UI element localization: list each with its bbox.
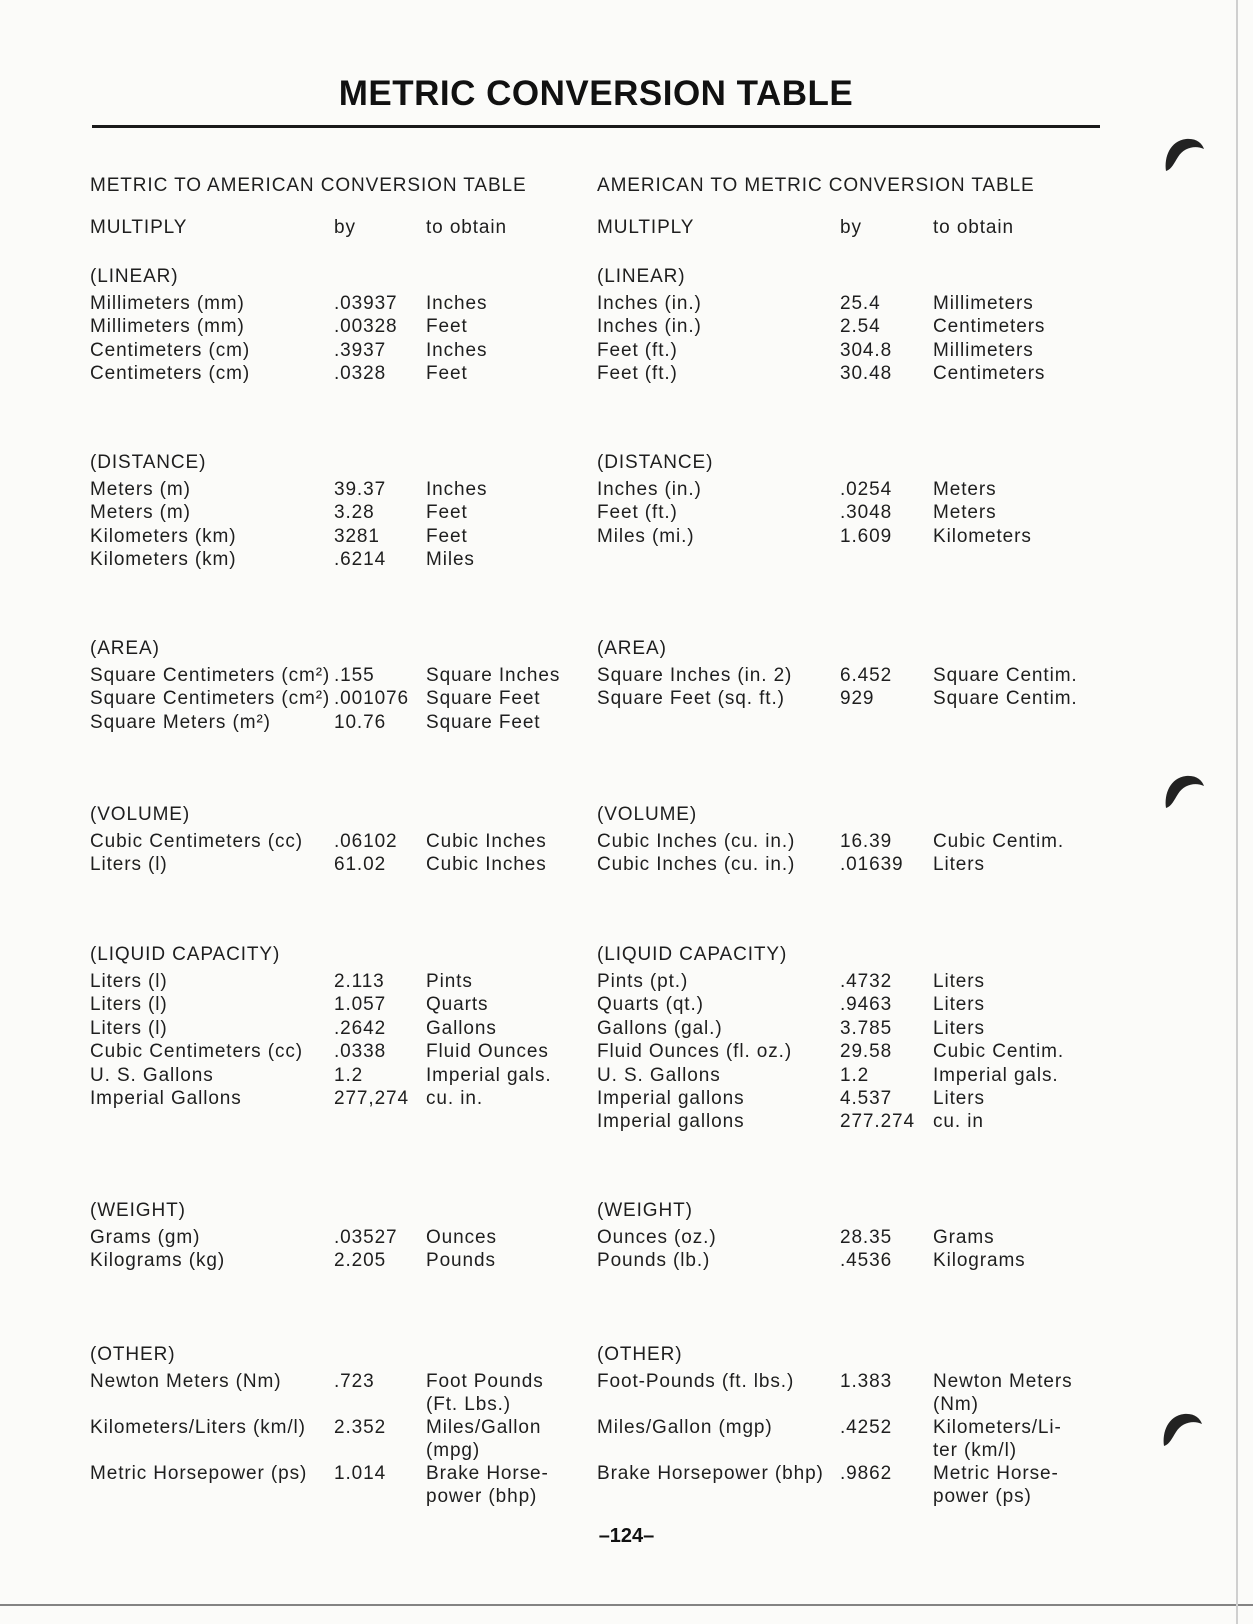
unit-cell: Imperial Gallons bbox=[90, 1087, 242, 1109]
result-cell: Liters bbox=[933, 971, 985, 992]
conversion-row bbox=[90, 1087, 570, 1110]
unit-cell: Kilometers (km) bbox=[90, 549, 237, 571]
conversion-row bbox=[90, 501, 570, 524]
result-cell: Feet bbox=[426, 316, 468, 338]
result-cell: Square Centim. bbox=[933, 688, 1078, 710]
factor-cell: .9463 bbox=[840, 994, 893, 1016]
conversion-row bbox=[597, 1017, 1077, 1040]
conversion-row bbox=[90, 1416, 570, 1462]
result-cell: Liters bbox=[933, 1017, 985, 1039]
unit-cell: Liters (l) bbox=[90, 994, 168, 1016]
conversion-row bbox=[90, 970, 570, 993]
factor-cell: .001076 bbox=[334, 688, 409, 710]
unit-cell: Meters (m) bbox=[90, 479, 191, 500]
column-headers bbox=[597, 214, 1077, 242]
conversion-section bbox=[597, 448, 1077, 548]
factor-cell: 39.37 bbox=[334, 479, 387, 500]
factor-cell: .723 bbox=[334, 1371, 375, 1392]
conversion-row bbox=[90, 711, 570, 734]
section-title: (WEIGHT) bbox=[90, 1200, 186, 1221]
result-cell: Imperial gals. bbox=[426, 1064, 552, 1086]
result-cell: Kilograms bbox=[933, 1250, 1026, 1272]
unit-cell: Newton Meters (Nm) bbox=[90, 1371, 282, 1392]
factor-cell: .0338 bbox=[334, 1041, 387, 1063]
conversion-row bbox=[597, 1087, 1077, 1110]
factor-cell: 3281 bbox=[334, 525, 380, 547]
conversion-row bbox=[90, 830, 570, 853]
factor-cell: 16.39 bbox=[840, 831, 893, 852]
unit-cell: Imperial gallons bbox=[597, 1087, 745, 1109]
result-cell: Square Feet bbox=[426, 711, 541, 733]
unit-cell: Meters (m) bbox=[90, 502, 191, 524]
unit-cell: Centimeters (cm) bbox=[90, 339, 251, 361]
factor-cell: 304.8 bbox=[840, 339, 893, 361]
unit-cell: Kilograms (kg) bbox=[90, 1250, 226, 1272]
conversion-section bbox=[90, 800, 570, 877]
factor-cell: 1.609 bbox=[840, 525, 893, 547]
unit-cell: Grams (gm) bbox=[90, 1227, 201, 1248]
factor-cell: .4252 bbox=[840, 1417, 893, 1438]
conversion-section bbox=[90, 1196, 570, 1273]
unit-cell: Square Centimeters (cm²) bbox=[90, 665, 331, 686]
column-header-multiply: MULTIPLY bbox=[597, 217, 695, 238]
conversion-row bbox=[597, 478, 1077, 501]
column-headers bbox=[90, 214, 570, 242]
result-cell: Square Centim. bbox=[933, 665, 1078, 686]
conversion-row bbox=[597, 853, 1077, 876]
metric-to-american-table bbox=[90, 172, 570, 1507]
section-title: (VOLUME) bbox=[597, 804, 698, 825]
conversion-row bbox=[90, 1370, 570, 1416]
result-cell: Foot Pounds (Ft. Lbs.) bbox=[426, 1371, 544, 1415]
factor-cell: 1.057 bbox=[334, 994, 387, 1016]
factor-cell: 277.274 bbox=[840, 1111, 915, 1133]
conversion-row bbox=[90, 292, 570, 315]
conversion-section bbox=[597, 634, 1077, 711]
conversion-row bbox=[597, 1462, 1077, 1508]
result-cell: Liters bbox=[933, 854, 985, 876]
unit-cell: U. S. Gallons bbox=[597, 1064, 721, 1086]
conversion-row bbox=[597, 970, 1077, 993]
result-cell: Metric Horse-power (ps) bbox=[933, 1463, 1059, 1507]
factor-cell: .01639 bbox=[840, 854, 904, 876]
unit-cell: Metric Horsepower (ps) bbox=[90, 1463, 308, 1484]
unit-cell: Imperial gallons bbox=[597, 1111, 745, 1133]
factor-cell: .0328 bbox=[334, 363, 387, 385]
conversion-section bbox=[597, 1196, 1077, 1273]
factor-cell: .9862 bbox=[840, 1463, 893, 1484]
unit-cell: Square Inches (in. 2) bbox=[597, 665, 793, 686]
result-cell: Meters bbox=[933, 479, 997, 500]
factor-cell: .4536 bbox=[840, 1250, 893, 1272]
section-title: (LIQUID CAPACITY) bbox=[597, 944, 788, 965]
result-cell: Fluid Ounces bbox=[426, 1041, 549, 1063]
conversion-row bbox=[597, 501, 1077, 524]
factor-cell: 4.537 bbox=[840, 1087, 893, 1109]
result-cell: Cubic Inches bbox=[426, 831, 547, 852]
result-cell: Centimeters bbox=[933, 363, 1046, 385]
conversion-row bbox=[597, 830, 1077, 853]
factor-cell: .06102 bbox=[334, 831, 398, 852]
conversion-row bbox=[90, 687, 570, 710]
unit-cell: Quarts (qt.) bbox=[597, 994, 704, 1016]
factor-cell: 1.383 bbox=[840, 1371, 893, 1392]
conversion-row bbox=[90, 853, 570, 876]
section-title: (AREA) bbox=[597, 638, 667, 659]
result-cell: Millimeters bbox=[933, 293, 1034, 314]
conversion-row bbox=[90, 1249, 570, 1272]
conversion-row bbox=[597, 1370, 1077, 1416]
section-title: (DISTANCE) bbox=[597, 452, 714, 473]
result-cell: Kilometers bbox=[933, 525, 1032, 547]
conversion-section bbox=[90, 262, 570, 386]
conversion-row bbox=[597, 1249, 1077, 1272]
factor-cell: .155 bbox=[334, 665, 375, 686]
factor-cell: 1.2 bbox=[840, 1064, 870, 1086]
table-heading: METRIC TO AMERICAN CONVERSION TABLE bbox=[90, 175, 527, 196]
conversion-row bbox=[597, 1110, 1077, 1133]
factor-cell: 61.02 bbox=[334, 854, 387, 876]
column-header-by: by bbox=[840, 217, 862, 238]
section-title: (VOLUME) bbox=[90, 804, 191, 825]
section-title: (OTHER) bbox=[90, 1344, 176, 1365]
result-cell: Quarts bbox=[426, 994, 489, 1016]
result-cell: Brake Horse-power (bhp) bbox=[426, 1463, 549, 1507]
unit-cell: Centimeters (cm) bbox=[90, 363, 251, 385]
conversion-row bbox=[597, 1064, 1077, 1087]
conversion-row bbox=[90, 1064, 570, 1087]
result-cell: Feet bbox=[426, 525, 468, 547]
conversion-row bbox=[90, 1462, 570, 1508]
factor-cell: 2.113 bbox=[334, 971, 385, 992]
unit-cell: Feet (ft.) bbox=[597, 363, 678, 385]
unit-cell: U. S. Gallons bbox=[90, 1064, 214, 1086]
page-title: METRIC CONVERSION TABLE bbox=[338, 74, 854, 113]
conversion-row bbox=[90, 315, 570, 338]
unit-cell: Cubic Centimeters (cc) bbox=[90, 1041, 304, 1063]
result-cell: Pints bbox=[426, 971, 473, 992]
unit-cell: Millimeters (mm) bbox=[90, 293, 245, 314]
conversion-row bbox=[597, 339, 1077, 362]
factor-cell: .2642 bbox=[334, 1017, 387, 1039]
unit-cell: Miles (mi.) bbox=[597, 525, 695, 547]
unit-cell: Inches (in.) bbox=[597, 479, 702, 500]
unit-cell: Pints (pt.) bbox=[597, 971, 689, 992]
conversion-section bbox=[90, 940, 570, 1110]
result-cell: Centimeters bbox=[933, 316, 1046, 338]
conversion-section bbox=[597, 1340, 1077, 1508]
section-title: (LINEAR) bbox=[90, 266, 179, 287]
conversion-section bbox=[90, 448, 570, 572]
result-cell: Kilometers/Li-ter (km/l) bbox=[933, 1417, 1062, 1461]
result-cell: Meters bbox=[933, 502, 997, 524]
factor-cell: 929 bbox=[840, 688, 875, 710]
unit-cell: Square Meters (m²) bbox=[90, 711, 271, 733]
conversion-section bbox=[597, 800, 1077, 877]
result-cell: Ounces bbox=[426, 1227, 497, 1248]
section-title: (WEIGHT) bbox=[597, 1200, 693, 1221]
unit-cell: Millimeters (mm) bbox=[90, 316, 245, 338]
conversion-row bbox=[90, 362, 570, 385]
conversion-row bbox=[90, 339, 570, 362]
result-cell: Grams bbox=[933, 1227, 995, 1248]
factor-cell: 30.48 bbox=[840, 363, 893, 385]
unit-cell: Kilometers/Liters (km/l) bbox=[90, 1417, 306, 1438]
result-cell: Inches bbox=[426, 479, 488, 500]
result-cell: Gallons bbox=[426, 1017, 497, 1039]
result-cell: Liters bbox=[933, 994, 985, 1016]
unit-cell: Cubic Inches (cu. in.) bbox=[597, 831, 796, 852]
factor-cell: 277,274 bbox=[334, 1087, 409, 1109]
factor-cell: 3.28 bbox=[334, 502, 375, 524]
conversion-row bbox=[597, 687, 1077, 710]
unit-cell: Kilometers (km) bbox=[90, 525, 237, 547]
unit-cell: Feet (ft.) bbox=[597, 339, 678, 361]
column-header-multiply: MULTIPLY bbox=[90, 217, 188, 238]
unit-cell: Liters (l) bbox=[90, 1017, 168, 1039]
conversion-section bbox=[90, 634, 570, 734]
title-underline bbox=[92, 125, 1100, 128]
conversion-row bbox=[597, 1040, 1077, 1063]
unit-cell: Fluid Ounces (fl. oz.) bbox=[597, 1041, 793, 1063]
unit-cell: Inches (in.) bbox=[597, 316, 702, 338]
section-title: (DISTANCE) bbox=[90, 452, 207, 473]
conversion-row bbox=[90, 1017, 570, 1040]
unit-cell: Cubic Centimeters (cc) bbox=[90, 831, 304, 852]
conversion-row bbox=[597, 362, 1077, 385]
result-cell: Square Feet bbox=[426, 688, 541, 710]
result-cell: cu. in bbox=[933, 1111, 984, 1133]
bottom-edge bbox=[0, 1604, 1253, 1606]
unit-cell: Pounds (lb.) bbox=[597, 1250, 711, 1272]
unit-cell: Square Feet (sq. ft.) bbox=[597, 688, 785, 710]
conversion-row bbox=[90, 525, 570, 548]
result-cell: Cubic Inches bbox=[426, 854, 547, 876]
unit-cell: Foot-Pounds (ft. lbs.) bbox=[597, 1371, 795, 1392]
result-cell: Liters bbox=[933, 1087, 985, 1109]
conversion-section bbox=[90, 1340, 570, 1508]
conversion-row bbox=[90, 664, 570, 687]
result-cell: Miles/Gallon (mpg) bbox=[426, 1417, 542, 1461]
conversion-row bbox=[597, 993, 1077, 1016]
unit-cell: Feet (ft.) bbox=[597, 502, 678, 524]
result-cell: Pounds bbox=[426, 1250, 496, 1272]
factor-cell: 3.785 bbox=[840, 1017, 893, 1039]
factor-cell: 2.205 bbox=[334, 1250, 387, 1272]
conversion-row bbox=[90, 993, 570, 1016]
result-cell: cu. in. bbox=[426, 1087, 483, 1109]
unit-cell: Gallons (gal.) bbox=[597, 1017, 723, 1039]
factor-cell: .0254 bbox=[840, 479, 893, 500]
conversion-row bbox=[597, 292, 1077, 315]
result-cell: Inches bbox=[426, 293, 488, 314]
factor-cell: 10.76 bbox=[334, 711, 387, 733]
conversion-row bbox=[90, 548, 570, 571]
result-cell: Newton Meters (Nm) bbox=[933, 1371, 1073, 1415]
factor-cell: 6.452 bbox=[840, 665, 893, 686]
conversion-row bbox=[90, 1040, 570, 1063]
unit-cell: Liters (l) bbox=[90, 854, 168, 876]
binder-hole-middle bbox=[1160, 772, 1206, 812]
factor-cell: 2.352 bbox=[334, 1417, 387, 1438]
column-header-to-obtain: to obtain bbox=[426, 217, 507, 238]
factor-cell: 1.014 bbox=[334, 1463, 387, 1484]
american-to-metric-table bbox=[597, 172, 1078, 1507]
unit-cell: Liters (l) bbox=[90, 971, 168, 992]
page-edge bbox=[1236, 0, 1238, 1624]
result-cell: Square Inches bbox=[426, 665, 561, 686]
section-title: (OTHER) bbox=[597, 1344, 683, 1365]
factor-cell: .03527 bbox=[334, 1227, 398, 1248]
conversion-row bbox=[597, 315, 1077, 338]
column-header-by: by bbox=[334, 217, 356, 238]
factor-cell: .00328 bbox=[334, 316, 398, 338]
conversion-section bbox=[597, 940, 1077, 1134]
factor-cell: .03937 bbox=[334, 293, 398, 314]
factor-cell: 1.2 bbox=[334, 1064, 364, 1086]
table-heading: AMERICAN TO METRIC CONVERSION TABLE bbox=[597, 175, 1035, 196]
result-cell: Imperial gals. bbox=[933, 1064, 1059, 1086]
section-title: (LIQUID CAPACITY) bbox=[90, 944, 281, 965]
result-cell: Cubic Centim. bbox=[933, 1041, 1065, 1063]
conversion-row bbox=[597, 1226, 1077, 1249]
conversion-row bbox=[597, 525, 1077, 548]
section-title: (AREA) bbox=[90, 638, 160, 659]
factor-cell: 29.58 bbox=[840, 1041, 893, 1063]
result-cell: Cubic Centim. bbox=[933, 831, 1065, 852]
factor-cell: .3937 bbox=[334, 339, 387, 361]
factor-cell: .6214 bbox=[334, 549, 387, 571]
conversion-row bbox=[90, 1226, 570, 1249]
result-cell: Feet bbox=[426, 363, 468, 385]
section-title: (LINEAR) bbox=[597, 266, 686, 287]
conversion-section bbox=[597, 262, 1077, 386]
factor-cell: 25.4 bbox=[840, 293, 881, 314]
column-header-to-obtain: to obtain bbox=[933, 217, 1014, 238]
result-cell: Millimeters bbox=[933, 339, 1034, 361]
result-cell: Miles bbox=[426, 549, 475, 571]
unit-cell: Brake Horsepower (bhp) bbox=[597, 1463, 824, 1484]
conversion-row bbox=[597, 1416, 1077, 1462]
factor-cell: .3048 bbox=[840, 502, 893, 524]
binder-hole-bottom bbox=[1158, 1410, 1204, 1450]
factor-cell: 28.35 bbox=[840, 1227, 893, 1248]
unit-cell: Square Centimeters (cm²) bbox=[90, 688, 331, 710]
conversion-row bbox=[90, 478, 570, 501]
conversion-row bbox=[597, 664, 1077, 687]
unit-cell: Ounces (oz.) bbox=[597, 1227, 717, 1248]
unit-cell: Cubic Inches (cu. in.) bbox=[597, 854, 796, 876]
unit-cell: Miles/Gallon (mgp) bbox=[597, 1417, 773, 1438]
unit-cell: Inches (in.) bbox=[597, 293, 702, 314]
factor-cell: 2.54 bbox=[840, 316, 881, 338]
page-number: –124– bbox=[598, 1525, 655, 1547]
result-cell: Feet bbox=[426, 502, 468, 524]
binder-hole-top bbox=[1160, 135, 1206, 175]
factor-cell: .4732 bbox=[840, 971, 893, 992]
result-cell: Inches bbox=[426, 339, 488, 361]
